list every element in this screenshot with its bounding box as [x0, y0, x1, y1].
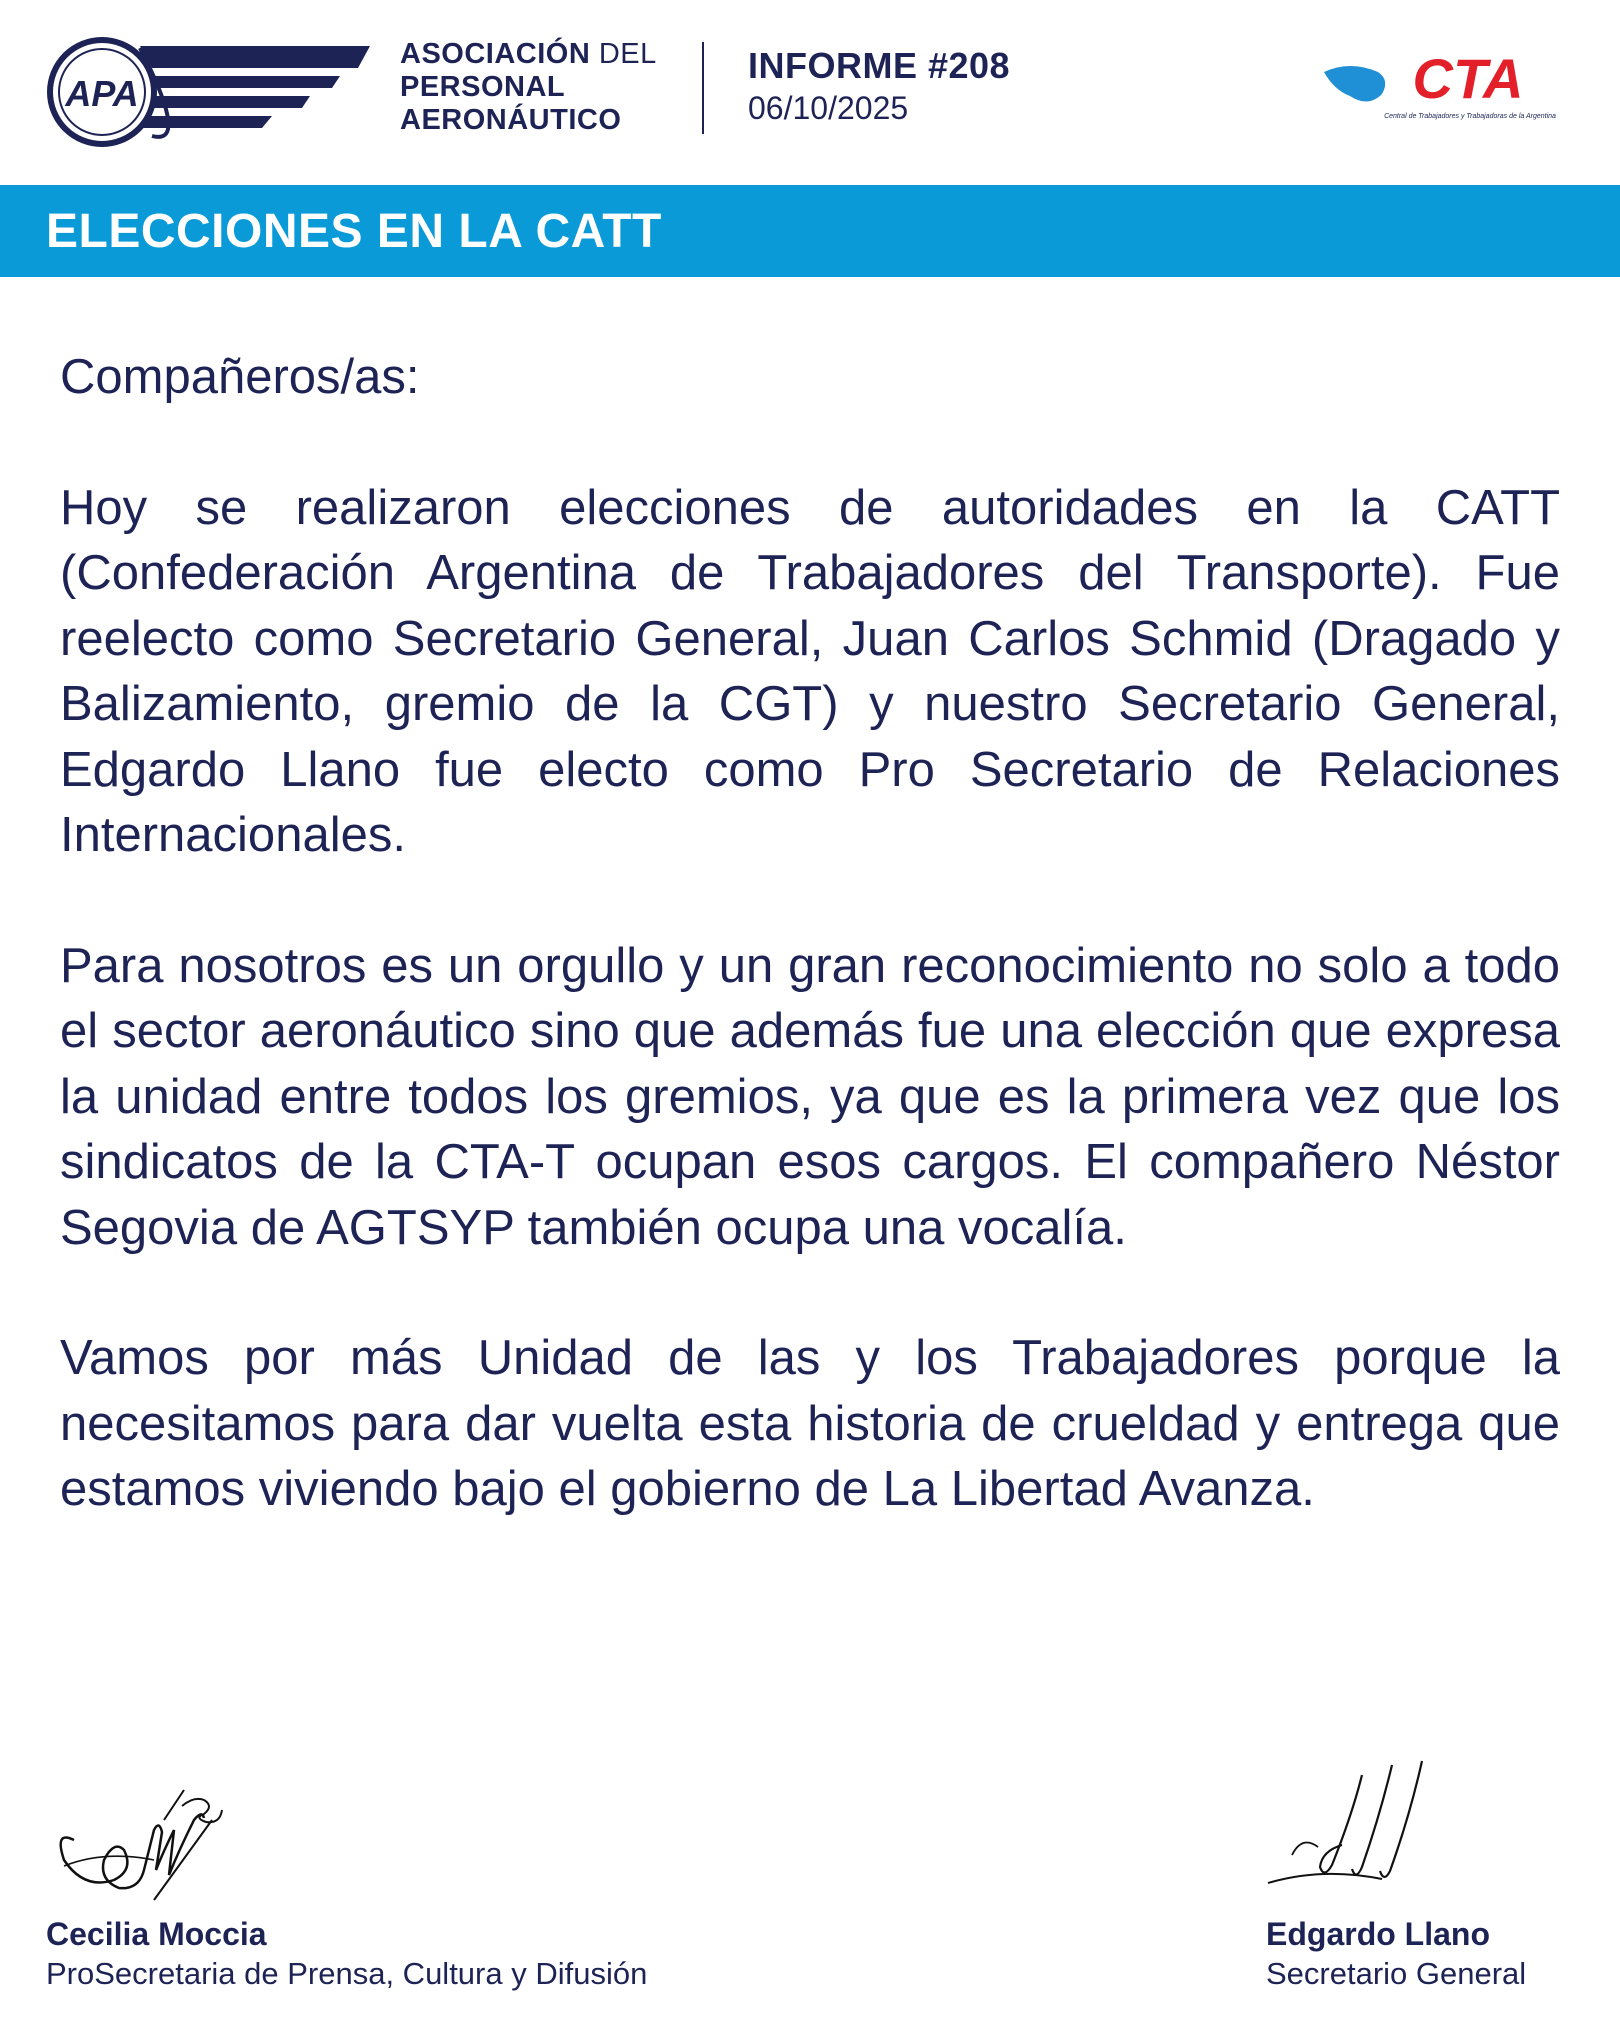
informe-block [748, 44, 1010, 128]
paragraph-3: Vamos por más Unidad de las y los Trabajadores porque la necesitamos para dar vuelta esta historia de crueldad y entrega que estamos viviendo bajo el gobierno de La Libertad Avanza. [60, 1331, 1560, 1516]
cta-logo [1320, 50, 1560, 130]
apa-logo-text: APA [65, 73, 139, 114]
header-divider [702, 42, 704, 134]
informe-date: 06/10/2025 [748, 90, 909, 126]
cta-logo-subtext: Central de Trabajadores y Trabajadoras de la Argentina [1384, 113, 1556, 120]
org-name-line1-bold: ASOCIACIÓN [400, 38, 591, 70]
signature-right [1262, 1755, 1442, 1905]
title-banner [0, 185, 1620, 277]
page-title: ELECCIONES EN LA CATT [46, 205, 662, 258]
apa-logo [40, 26, 380, 156]
informe-title: INFORME #208 [748, 45, 1011, 86]
paragraph-2: Para nosotros es un orgullo y un gran reconocimiento no solo a todo el sector aeronáutico sino que además fue una elección que expresa la unidad entre todos los gremios, ya que es la primera vez que los sindicatos de la CTA-T ocupan esos cargos. El compañero Néstor Segovia de AGTSYP también ocupa una vocalía. [60, 938, 1560, 1255]
signature-left [44, 1770, 244, 1910]
signer-left-role: ProSecretaria de Prensa, Cultura y Difusión [46, 1956, 648, 1991]
signer-left-name: Cecilia Moccia [46, 1916, 267, 1952]
org-name-line2: PERSONAL [400, 71, 566, 103]
signer-right-role: Secretario General [1266, 1956, 1527, 1991]
paragraph-1: Hoy se realizaron elecciones de autoridades en la CATT (Confederación Argentina de Trabajadores del Transporte). Fue reelecto como Secretario General, Juan Carlos Schmid (Dragado y Balizamiento, gremio de la CGT) y nuestro Secretario General, Edgardo Llano fue electo como Pro Secretario de Relaciones Internacionales. [60, 480, 1560, 862]
signer-right-name: Edgardo Llano [1266, 1916, 1490, 1952]
org-name [400, 38, 657, 137]
greeting: Compañeros/as: [60, 350, 420, 404]
signer-right [1266, 1914, 1526, 1994]
signer-left [46, 1914, 647, 1994]
document-body [60, 345, 1560, 1588]
org-name-line3: AERONÁUTICO [400, 104, 622, 136]
org-name-line1-light: DEL [590, 38, 657, 70]
cta-logo-text: CTA [1412, 50, 1524, 110]
header [0, 0, 1620, 185]
